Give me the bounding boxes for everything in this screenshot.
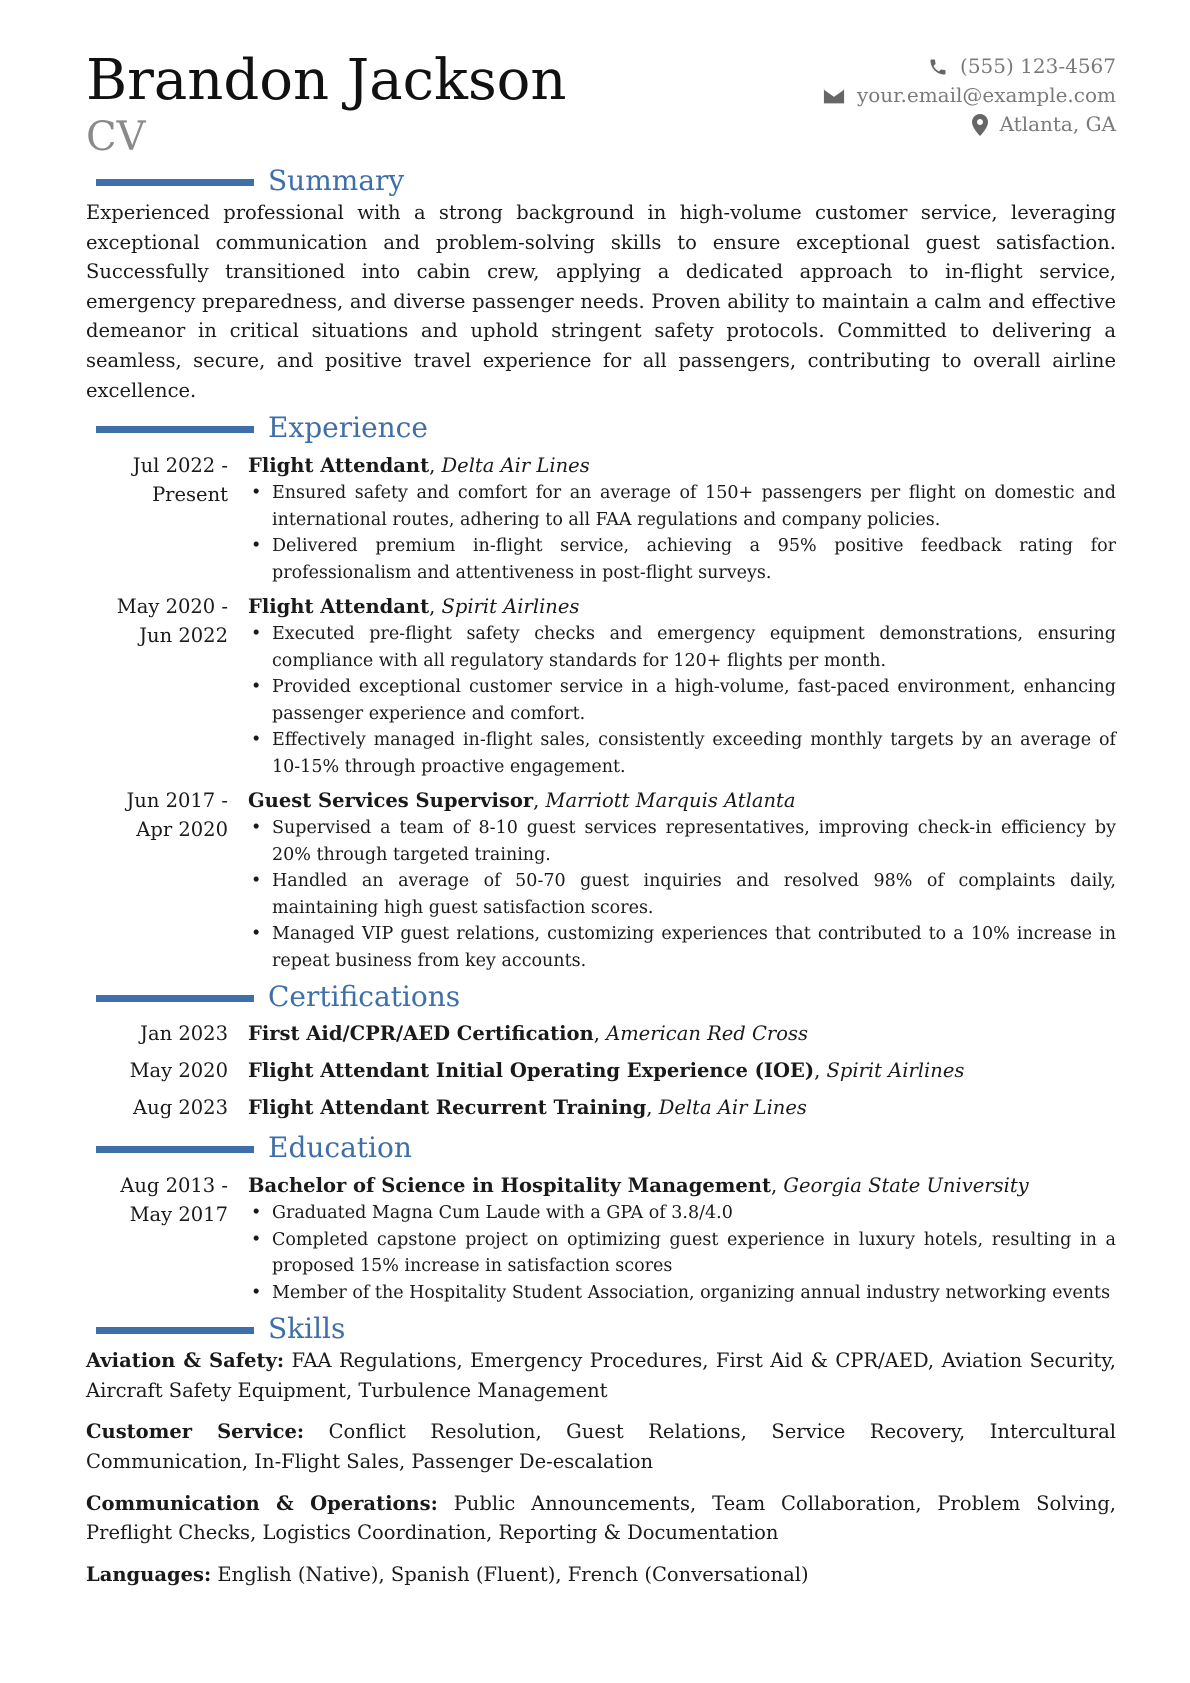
section-certifications-heading [86,980,1116,1014]
bullet-item: • Delivered premium in-flight service, achieving a 95% positive feedback rating for professionalism and attentiveness in post-flight surveys. [248,533,1116,586]
entry-date: Jun 2017 - Apr 2020 [126,789,228,842]
bullet-item: • Effectively managed in-flight sales, consistently exceeding monthly targets by an average of 10-15% through proactive engagement. [248,727,1116,780]
section-title: Certifications [268,980,461,1014]
certification-title: First Aid/CPR/AED Certification [248,1022,594,1046]
skill-label: Aviation & Safety: [86,1349,285,1373]
bullet-item: • Member of the Hospitality Student Association, organizing annual industry networking events [248,1280,1116,1307]
section-title: Education [268,1131,412,1165]
skill-list: English (Native), Spanish (Fluent), French (Conversational) [217,1562,809,1586]
entry-date: May 2020 - Jun 2022 [116,595,228,648]
experience-entry: May 2020 - Jun 2022 Flight Attendant, Spirit Airlines • Executed pre-flight safety checks and emergency equipment demonstrations, ensuring compliance with all regulatory standards for 120+ flights per month. • Provided exceptional customer service in a high-volume, fast-paced environment, enhancing passenger experience and comfort. • Effectively managed in-flight sales, consistently exceeding monthly targets by an average of 10-15% through proactive engagement. [86,592,1116,780]
employer: Delta Air Lines [441,454,590,478]
skill-label: Customer Service: [86,1420,305,1444]
experience-entry: Jun 2017 - Apr 2020 Guest Services Supervisor, Marriott Marquis Atlanta • Supervised a team of 8-10 guest services representatives, improving check-in efficiency by 20% through targeted training. • Handled an average of 50-70 guest inquiries and resolved 98% of complaints daily, maintaining high guest satisfaction scores. • Managed VIP guest relations, customizing experiences that contributed to a 10% increase in repeat business from key accounts. [86,786,1116,974]
section-title: Skills [268,1312,346,1346]
contact-email [823,81,1116,110]
issuer: Delta Air Lines [658,1096,807,1120]
resume-header [86,40,1116,158]
institution: Georgia State University [783,1174,1029,1198]
education-entry: Aug 2013 - May 2017 Bachelor of Science in Hospitality Management, Georgia State University • Graduated Magna Cum Laude with a GPA of 3.8/4.0 • Completed capstone project on optimizing guest experience in luxury hotels, resulting in a proposed 15% increase in satisfaction scores • Member of the Hospitality Student Association, organizing annual industry networking events [86,1171,1116,1306]
skill-group [86,1489,1116,1548]
skill-group [86,1560,1116,1590]
bullet-item: • Provided exceptional customer service in a high-volume, fast-paced environment, enhancing passenger experience and comfort. [248,674,1116,727]
summary-text: Experienced professional with a strong background in high-volume customer service, leveraging exceptional communication and problem-solving skills to ensure exceptional guest satisfaction. Successfully transitioned into cabin crew, applying a dedicated approach to in-flight service, emergency preparedness, and diverse passenger needs. Proven ability to maintain a calm and effective demeanor in critical situations and uphold stringent safety protocols. Committed to delivering a seamless, secure, and positive travel experience for all passengers, contributing to overall airline excellence. [86,201,1116,402]
skill-list: FAA Regulations, Emergency Procedures, First Aid & CPR/AED, Aviation Security, Aircraft Safety Equipment, Turbulence Management [86,1349,1116,1402]
bullet-item: • Graduated Magna Cum Laude with a GPA of 3.8/4.0 [248,1200,1116,1227]
skill-label: Languages: [86,1562,212,1586]
degree-title: Bachelor of Science in Hospitality Management [248,1174,771,1198]
certification-entry: Jan 2023 First Aid/CPR/AED Certification, American Red Cross [86,1017,1116,1051]
issuer: Spirit Airlines [826,1059,965,1083]
issuer: American Red Cross [606,1022,808,1046]
bullet-item: • Ensured safety and comfort for an average of 150+ passengers per flight on domestic and international routes, adhering to all FAA regulations and company policies. [248,480,1116,533]
skill-label: Communication & Operations: [86,1491,438,1515]
section-title: Experience [268,411,428,445]
experience-entry: Jul 2022 - Present Flight Attendant, Delta Air Lines • Ensured safety and comfort for an average of 150+ passengers per flight on domestic and international routes, adhering to all FAA regulations and company policies. • Delivered premium in-flight service, achieving a 95% positive feedback rating for professionalism and attentiveness in post-flight surveys. [86,451,1116,586]
entry-date: Aug 2023 [133,1096,228,1120]
phone-number[interactable]: (555) 123-4567 [960,54,1116,78]
bullet-item: • Executed pre-flight safety checks and emergency equipment demonstrations, ensuring compliance with all regulatory standards for 120+ flights per month. [248,621,1116,674]
location-text: Atlanta, GA [999,112,1116,136]
employer: Marriott Marquis Atlanta [545,789,796,813]
section-accent-bar [96,1327,254,1334]
section-accent-bar [96,995,254,1002]
certification-title: Flight Attendant Initial Operating Experience (IOE) [248,1059,815,1083]
certification-title: Flight Attendant Recurrent Training [248,1096,647,1120]
map-pin-icon [972,114,988,136]
candidate-name: Brandon Jackson [86,48,567,113]
section-experience-heading [86,411,1116,445]
section-summary-heading [86,164,1116,198]
document-subtitle: CV [86,114,146,160]
contact-info [823,52,1116,139]
envelope-icon [823,87,845,105]
resume-page [86,40,1116,1601]
skill-group [86,1417,1116,1476]
bullet-item: • Managed VIP guest relations, customizing experiences that contributed to a 10% increase in repeat business from key accounts. [248,921,1116,974]
certification-entry: May 2020 Flight Attendant Initial Operating Experience (IOE), Spirit Airlines [86,1054,1116,1088]
skill-list: Conflict Resolution, Guest Relations, Service Recovery, Intercultural Communication, In-Flight Sales, Passenger De-escalation [86,1420,1116,1473]
bullet-item: • Handled an average of 50-70 guest inquiries and resolved 98% of complaints daily, maintaining high guest satisfaction scores. [248,868,1116,921]
section-accent-bar [96,179,254,186]
skill-list: Public Announcements, Team Collaboration, Problem Solving, Preflight Checks, Logistics Coordination, Reporting & Documentation [86,1491,1116,1545]
bullet-item: • Completed capstone project on optimizing guest experience in luxury hotels, resulting in a proposed 15% increase in satisfaction scores [248,1227,1116,1280]
section-accent-bar [96,1146,254,1153]
skill-group [86,1346,1116,1405]
entry-date: May 2020 [129,1059,228,1083]
certification-entry: Aug 2023 Flight Attendant Recurrent Training, Delta Air Lines [86,1091,1116,1125]
job-title: Flight Attendant [248,595,430,619]
entry-date: Jul 2022 - Present [132,454,228,507]
section-skills-heading [86,1312,1116,1346]
entry-date: Aug 2013 - May 2017 [120,1174,228,1227]
entry-date: Jan 2023 [140,1022,228,1046]
employer: Spirit Airlines [441,595,580,619]
job-title: Guest Services Supervisor [248,789,534,813]
section-title: Summary [268,164,405,197]
section-education-heading [86,1131,1116,1165]
bullet-item: • Supervised a team of 8-10 guest services representatives, improving check-in efficiency by 20% through targeted training. [248,815,1116,868]
job-title: Flight Attendant [248,454,430,478]
phone-icon [928,57,948,77]
contact-phone [823,52,1116,81]
section-accent-bar [96,426,254,433]
email-address[interactable]: your.email@example.com [856,83,1116,107]
contact-location [823,110,1116,139]
